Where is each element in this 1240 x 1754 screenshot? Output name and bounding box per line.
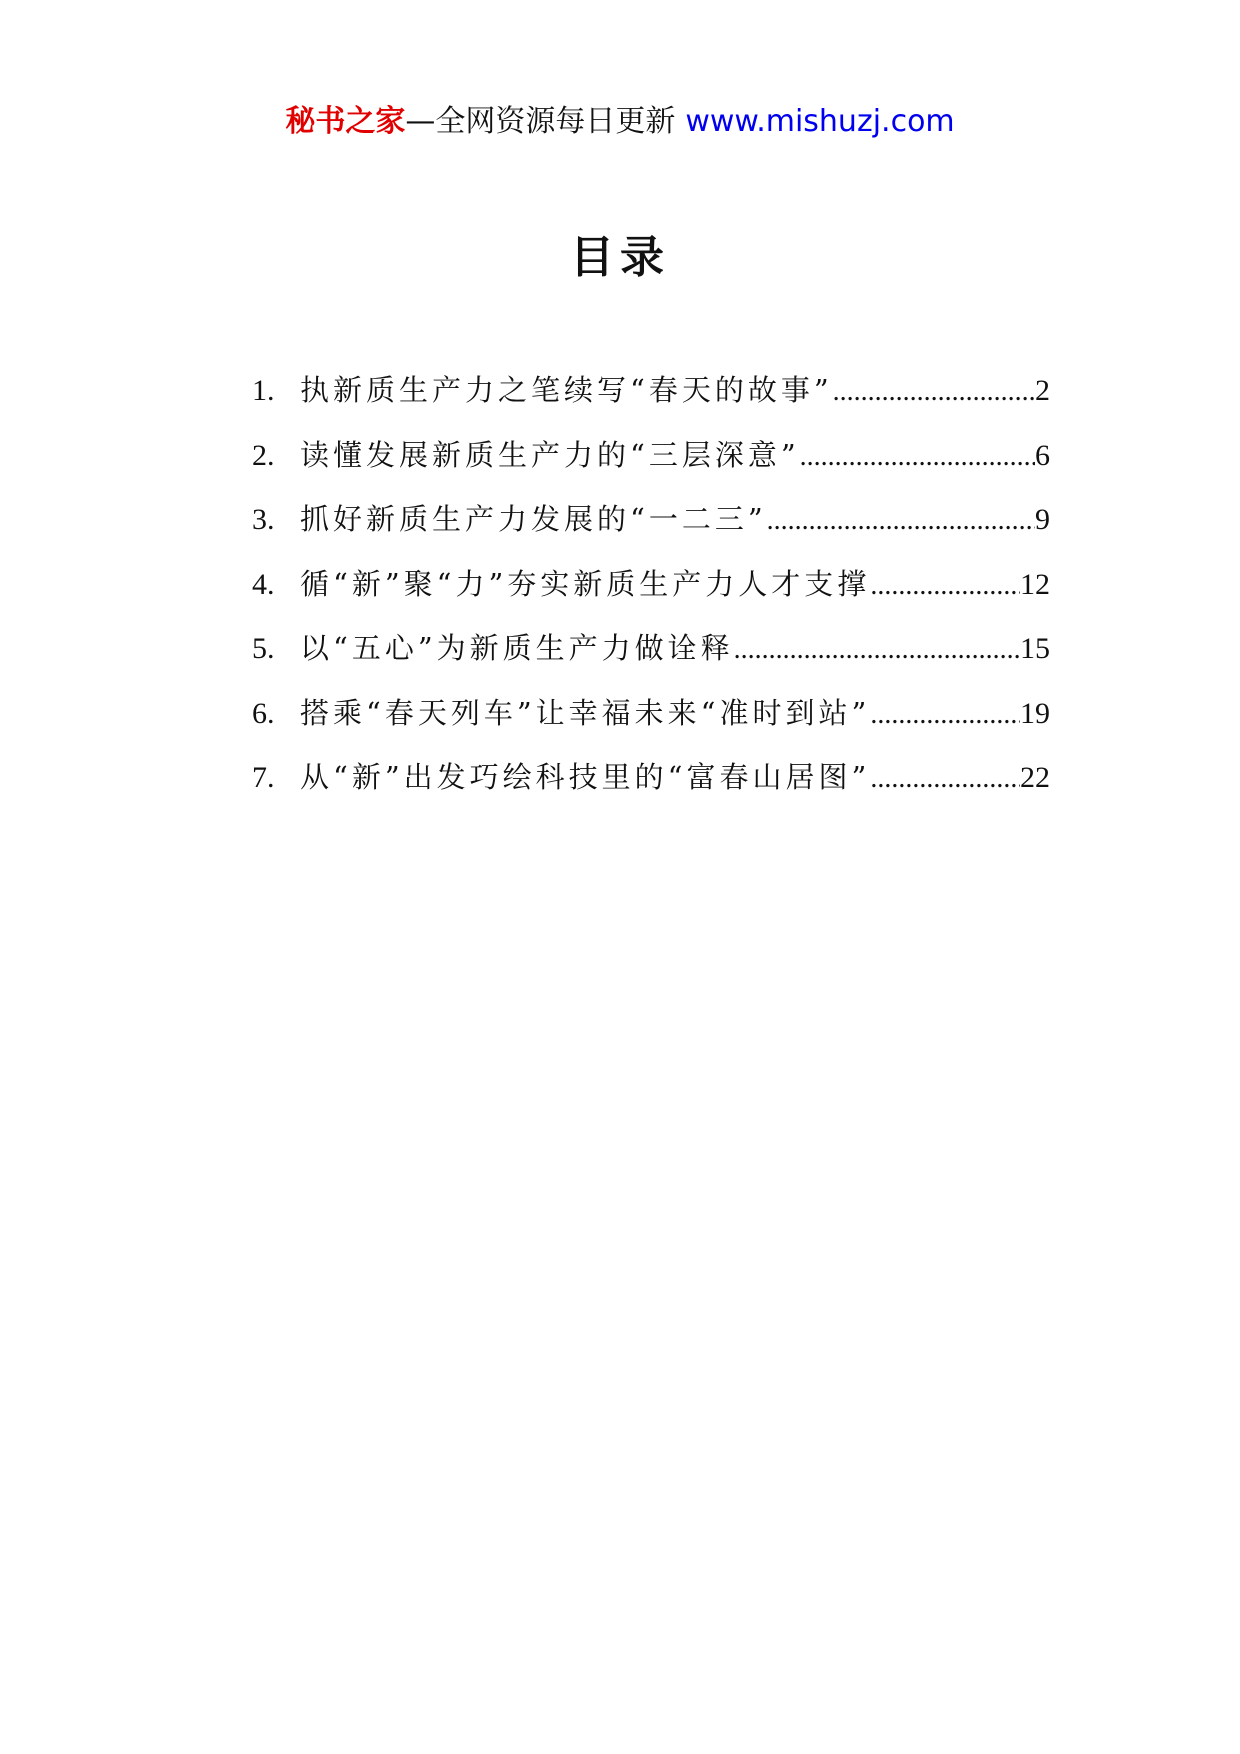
- toc-entry[interactable]: [252, 562, 1050, 627]
- toc-entry[interactable]: [252, 626, 1050, 691]
- toc-entry[interactable]: [252, 755, 1050, 820]
- page-title: 目录: [570, 232, 670, 283]
- toc-entry-title: 循“新”聚“力”夯实新质生产力人才支撑: [300, 566, 871, 601]
- toc-entry-title: 以“五心”为新质生产力做诠释: [300, 631, 734, 665]
- toc-entry-number: 2.: [252, 438, 275, 472]
- toc-entry-page: 22: [1020, 761, 1050, 794]
- toc-entry-title: 从“新”出发巧绘科技里的“富春山居图”: [300, 760, 871, 794]
- site-header: [0, 100, 1240, 144]
- toc-entry[interactable]: [252, 497, 1050, 562]
- toc-entry-title: 执新质生产力之笔续写“春天的故事”: [300, 373, 833, 407]
- brand-name: 秘书之家: [285, 104, 406, 139]
- toc-entry[interactable]: [252, 691, 1050, 756]
- toc-entry-number: 6.: [252, 696, 275, 730]
- toc-entry-title: 抓好新质生产力发展的“一二三”: [300, 502, 767, 536]
- toc-dot-leader: [833, 376, 1035, 408]
- toc-entry-number: 4.: [252, 567, 275, 601]
- toc-entry-number: 5.: [252, 632, 275, 665]
- toc-entry-number: 1.: [252, 374, 275, 407]
- toc-entry-page: 6: [1035, 438, 1050, 472]
- toc-dot-leader: [767, 505, 1035, 537]
- toc-entry[interactable]: [252, 433, 1050, 498]
- toc-entry-title: 搭乘“春天列车”让幸福未来“准时到站”: [300, 695, 871, 730]
- toc-dot-leader: [734, 634, 1020, 666]
- toc-dot-leader: [870, 570, 1020, 602]
- toc-dot-leader: [870, 763, 1020, 795]
- toc-dot-leader: [800, 441, 1035, 473]
- toc-entry-page: 12: [1020, 567, 1050, 601]
- toc-entry-number: 7.: [252, 761, 275, 794]
- toc-entry-page: 2: [1035, 374, 1050, 407]
- toc-entry-page: 19: [1020, 696, 1050, 730]
- toc-entry-page: 15: [1020, 632, 1050, 665]
- toc-entry-title: 读懂发展新质生产力的“三层深意”: [300, 437, 800, 472]
- site-url-link[interactable]: www.mishuzj.com: [685, 104, 955, 139]
- table-of-contents: [252, 368, 1050, 820]
- toc-dot-leader: [870, 699, 1020, 731]
- toc-entry[interactable]: [252, 368, 1050, 433]
- toc-entry-number: 3.: [252, 503, 275, 536]
- header-slogan: —全网资源每日更新: [405, 104, 676, 139]
- toc-entry-page: 9: [1035, 503, 1050, 536]
